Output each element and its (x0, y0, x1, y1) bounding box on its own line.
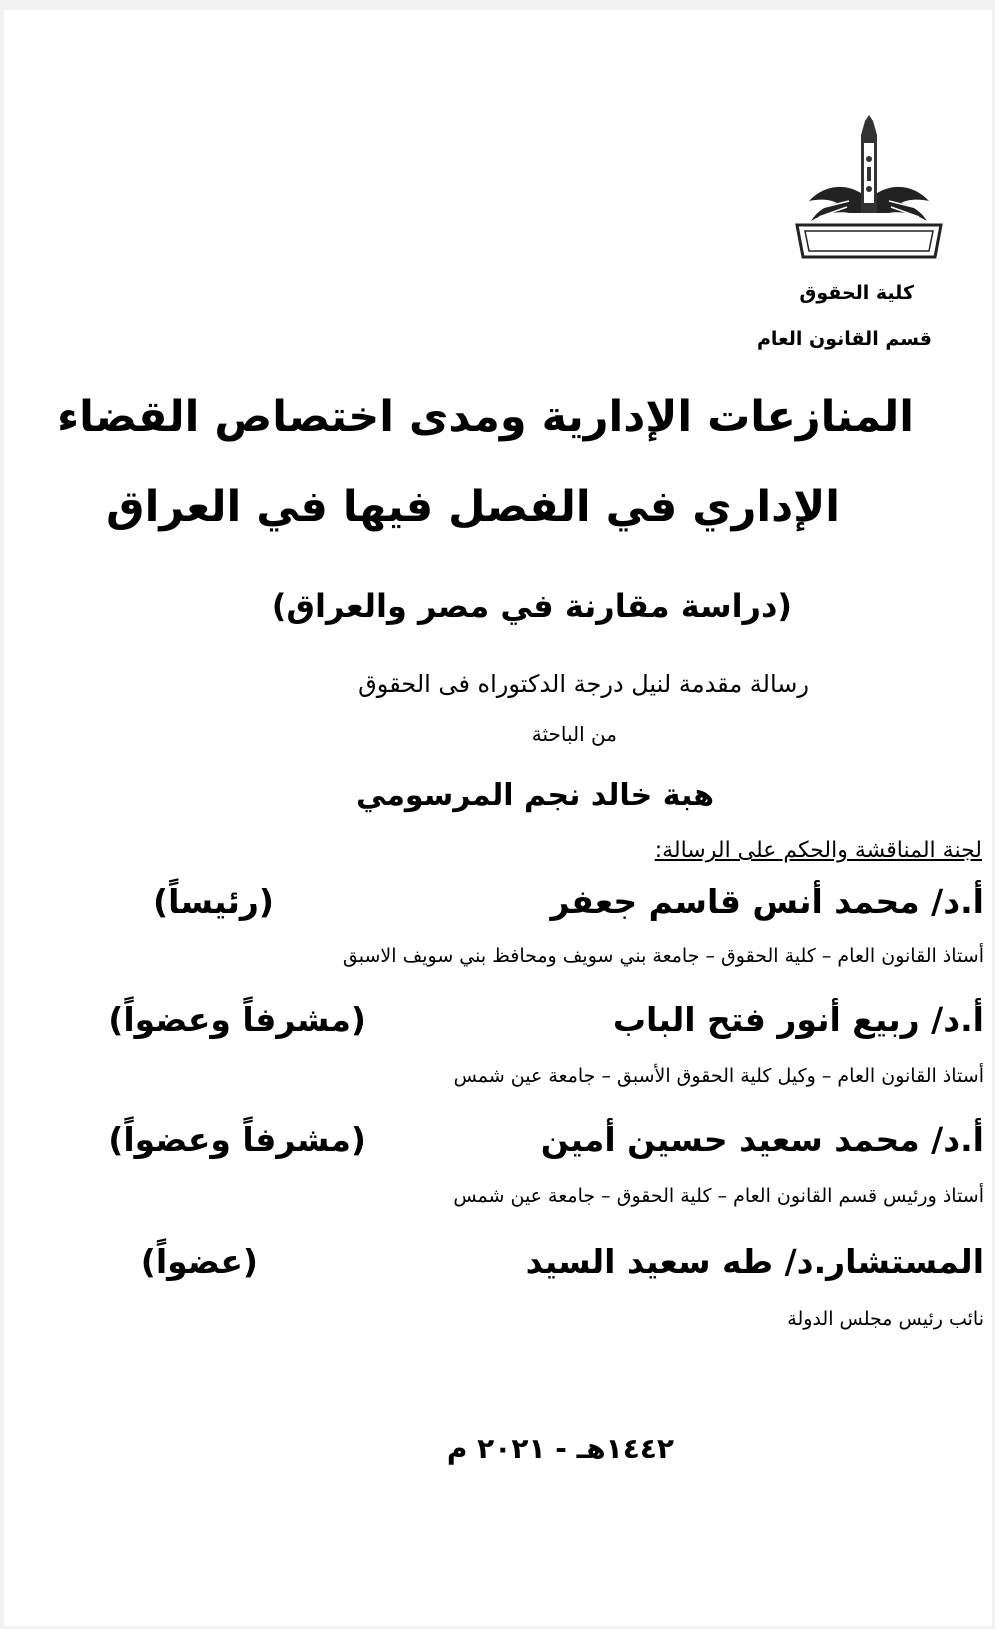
member-description: نائب رئيس مجلس الدولة (787, 1308, 984, 1330)
member-role: (مشرفاً وعضواً) (108, 1000, 366, 1039)
member-name: أ.د/ محمد أنس قاسم جعفر (550, 882, 984, 921)
university-emblem-icon (789, 113, 949, 273)
thesis-title-line2: الإداري في الفصل فيها في العراق (106, 482, 840, 532)
faculty-name: كلية الحقوق (799, 282, 914, 304)
member-name: أ.د/ ربيع أنور فتح الباب (612, 1000, 984, 1039)
researcher-name: هبة خالد نجم المرسومي (355, 778, 714, 813)
thesis-date: ١٤٤٢هـ - ٢٠٢١ م (446, 1432, 674, 1465)
thesis-subtitle: (دراسة مقارنة في مصر والعراق) (271, 587, 792, 625)
committee-heading: لجنة المناقشة والحكم على الرسالة: (654, 838, 982, 863)
member-description: أستاذ ورئيس قسم القانون العام – كلية الحقوق – جامعة عين شمس (453, 1185, 984, 1207)
member-name: أ.د/ محمد سعيد حسين أمين (540, 1120, 984, 1159)
thesis-title-line1: المنازعات الإدارية ومدى اختصاص القضاء (57, 392, 914, 442)
member-description: أستاذ القانون العام – وكيل كلية الحقوق الأسبق – جامعة عين شمس (453, 1065, 984, 1087)
member-name: المستشار.د/ طه سعيد السيد (525, 1242, 984, 1281)
member-role: (عضواً) (140, 1242, 258, 1281)
member-role: (رئيساً) (153, 882, 274, 921)
department-name: قسم القانون العام (756, 328, 932, 350)
document-page (4, 10, 992, 1626)
member-description: أستاذ القانون العام – كلية الحقوق – جامعة بني سويف ومحافظ بني سويف الاسبق (342, 945, 984, 967)
from-label: من الباحثة (531, 722, 617, 746)
member-role: (مشرفاً وعضواً) (108, 1120, 366, 1159)
thesis-statement: رسالة مقدمة لنيل درجة الدكتوراه فى الحقوق (358, 670, 809, 698)
